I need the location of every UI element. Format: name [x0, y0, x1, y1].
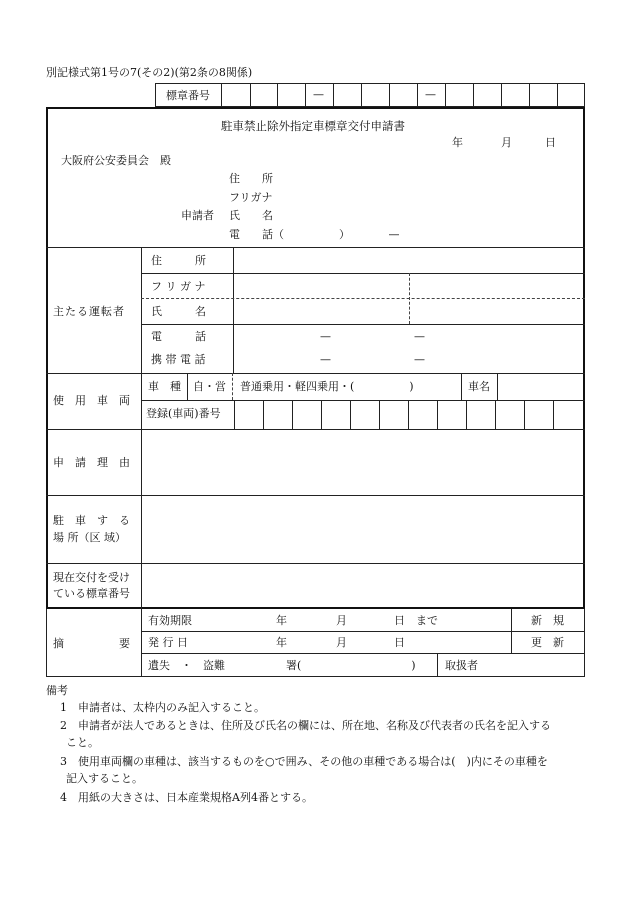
driver-furigana-label: フ リ ガ ナ	[151, 280, 206, 293]
parking-place-label-line1: 駐 車 す る	[53, 514, 130, 527]
applicant-furigana-label: フリガナ	[229, 191, 273, 204]
handler-label: 取扱者	[445, 659, 478, 672]
driver-section-label: 主たる運転者	[53, 305, 125, 318]
issue-year: 年	[276, 636, 287, 649]
note-item: 3 使用車両欄の車種は、該当するものを○で囲み、その他の車種である場合は( )内にその車種を	[60, 755, 548, 768]
notes-title: 備考	[46, 684, 68, 697]
driver-phone-dash: —	[320, 330, 331, 343]
note-item: 2 申請者が法人であるときは、住所及び氏名の欄には、所在地、名称及び代表者の氏名を記入する	[60, 719, 551, 732]
new-label: 新 規	[531, 614, 564, 627]
driver-mobile-label: 携 帯 電 話	[151, 353, 206, 366]
validity-year: 年	[276, 614, 287, 627]
note-item: こと。	[66, 736, 99, 749]
applicant-phone-label: 電 話（ ） —	[229, 228, 400, 241]
renew-label: 更 新	[531, 636, 564, 649]
validity-label: 有効期限	[148, 614, 192, 627]
applicant-address-label: 住 所	[229, 172, 273, 185]
vehicle-section-label: 使 用 車 両	[53, 394, 130, 407]
vehicle-name-label: 車名	[468, 380, 490, 393]
note-item: 1 申請者は、太枠内のみ記入すること。	[60, 701, 265, 714]
issue-day: 日	[394, 636, 405, 649]
applicant-name-label: 氏 名	[229, 209, 273, 222]
badge-number-row	[155, 83, 585, 107]
current-badge-label-line2: ている標章番号	[53, 587, 130, 600]
current-badge-label-line1: 現在交付を受け	[53, 571, 130, 584]
driver-phone-dash: —	[414, 330, 425, 343]
badge-dash: —	[313, 88, 324, 101]
validity-month: 月	[336, 614, 347, 627]
date-month: 月	[501, 136, 512, 149]
note-item: 4 用紙の大きさは、日本産業規格A列4番とする。	[60, 791, 313, 804]
driver-name-label: 氏 名	[151, 305, 206, 318]
registration-number-label: 登録(車両)番号	[146, 407, 221, 420]
vehicle-type-options: 普通乗用・軽四乗用・( )	[240, 380, 414, 393]
date-year: 年	[452, 136, 463, 149]
application-frame	[46, 107, 585, 609]
form-title: 駐車禁止除外指定車標章交付申請書	[221, 119, 405, 133]
vehicle-ownership: 自・営	[193, 380, 226, 393]
driver-phone-label: 電 話	[151, 330, 206, 343]
note-item: 記入すること。	[66, 772, 143, 785]
applicant-role-label: 申請者	[181, 209, 214, 222]
police-station-label: 署( )	[286, 659, 416, 672]
driver-address-label: 住 所	[151, 254, 206, 267]
badge-number-label: 標章番号	[166, 89, 210, 102]
form-reference: 別記様式第1号の7(その2)(第2条の8関係)	[46, 66, 253, 79]
summary-label: 摘 要	[53, 637, 130, 650]
validity-until: 日 まで	[394, 614, 438, 627]
vehicle-type-label: 車 種	[148, 380, 181, 393]
application-reason-label: 申 請 理 由	[53, 456, 130, 469]
driver-mobile-dash: —	[414, 353, 425, 366]
lost-stolen-label: 遺失 ・ 盗難	[148, 659, 225, 672]
driver-mobile-dash: —	[320, 353, 331, 366]
date-day: 日	[545, 136, 556, 149]
issue-date-label: 発 行 日	[148, 636, 188, 649]
badge-dash: —	[425, 88, 436, 101]
parking-place-label-line2: 場 所（区 域）	[53, 531, 126, 544]
issue-month: 月	[336, 636, 347, 649]
addressee: 大阪府公安委員会 殿	[61, 154, 171, 167]
